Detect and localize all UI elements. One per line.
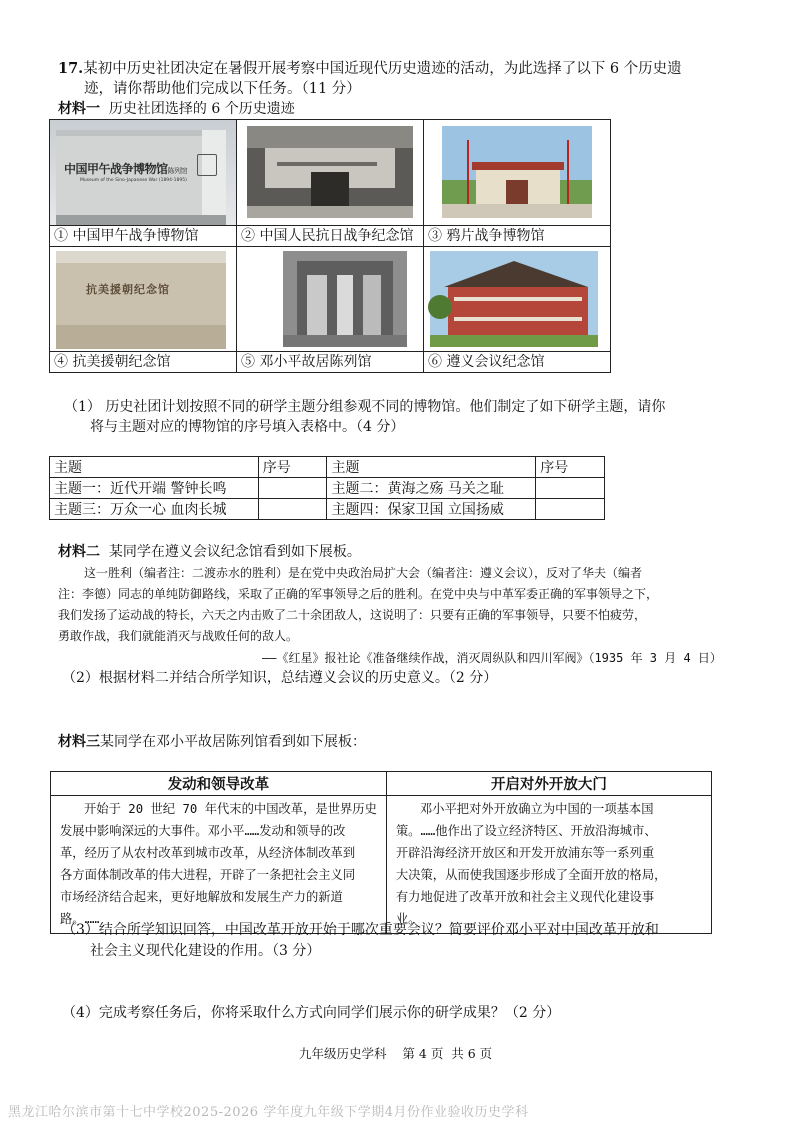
site-caption: ④ 抗美援朝纪念馆 (50, 351, 236, 372)
question-intro-line1 (58, 58, 758, 80)
question-number: 17. (58, 60, 84, 77)
board-right-line: 有力地促进了改革开放和社会主义现代化建设事 (395, 890, 655, 904)
board-left-title: 发动和领导改革 (51, 772, 387, 796)
material2-heading (58, 541, 361, 563)
board-left-line: 发展中影响深远的大事件。邓小平……发动和领导的改 (60, 824, 346, 838)
site-card (424, 120, 611, 247)
material2-quote-line: 注：李德）同志的单纯防御路线，采取了正确的军事领导之后的胜利。在党中央与中革军委正确的军事领导之下， (58, 587, 659, 601)
number-header: 序号 (536, 457, 605, 478)
museum-emblem-icon (197, 154, 217, 176)
theme-header: 主题 (327, 457, 536, 478)
jiawu-sign-text: 中国甲午战争博物馆 (64, 162, 168, 176)
site-photo-yapian (424, 120, 610, 225)
footer-subject: 九年级历史学科 (299, 1046, 387, 1061)
page-footer (299, 1044, 492, 1062)
theme-cell: 主题三：万众一心 血肉长城 (50, 499, 259, 520)
theme-cell: 主题二：黄海之殇 马关之耻 (327, 478, 536, 499)
theme-table (49, 456, 605, 520)
table-row (50, 499, 605, 520)
material2-title: 某同学在遵义会议纪念馆看到如下展板。 (108, 544, 361, 560)
footer-page: 第 4 页 (402, 1046, 444, 1061)
material1-heading (58, 98, 295, 120)
jiawu-sign-sub: 陈列馆 (167, 167, 188, 175)
material2-quote-line: 勇敢作战，我们就能消灭与战败任何的敌人。 (58, 629, 299, 643)
question-intro-text: 某初中历史社团决定在暑假开展考察中国近现代历史遗迹的活动，为此选择了以下 6 个历史遗 (83, 61, 682, 77)
material2-quote-line: 这一胜利（编者注：二渡赤水的胜利）是在党中央政治局扩大会（编者注：遵义会议），反对了华夫（编者 (84, 566, 643, 580)
site-photo-dengxiaoping (237, 247, 423, 351)
answer-cell[interactable] (536, 499, 605, 520)
material2-source: ——《红星》报社论《准备继续作战，消灭周纵队和四川军阀》（1935 年 3 月 4 日） (262, 651, 722, 665)
theme-cell: 主题一：近代开端 警钟长鸣 (50, 478, 259, 499)
answer-cell[interactable] (258, 499, 327, 520)
material1-title: 历史社团选择的 6 个历史遗迹 (108, 101, 295, 117)
board-left-text (52, 797, 385, 932)
board-left-line: 开始于 20 世纪 70 年代末的中国改革，是世界历史 (84, 802, 377, 816)
site-photo-zunyi (424, 247, 610, 351)
material1-label: 材料一 (58, 101, 100, 117)
exhibit-board (50, 771, 712, 934)
part4-text: （4）完成考察任务后，你将采取什么方式向同学们展示你的研学成果？（2 分） (62, 1005, 561, 1021)
footer-total: 共 6 页 (451, 1046, 493, 1061)
question-intro-line2: 迹，请你帮助他们完成以下任务。（11 分） (84, 81, 361, 97)
part3-line1: （3）结合所学知识回答，中国改革开放开始于哪次重要会议？简要评价邓小平对中国改革开放和 (62, 922, 659, 938)
part3-line2: 社会主义现代化建设的作用。（3 分） (90, 943, 321, 959)
board-left-panel (51, 796, 387, 934)
sites-grid (49, 119, 611, 373)
site-photo-jiawu (50, 120, 236, 225)
board-right-line: 大决策，从而使我国逐步形成了全面开放的格局， (395, 868, 667, 882)
site-card (50, 120, 237, 247)
site-card (237, 120, 424, 247)
site-photo-kangri (237, 120, 423, 225)
theme-cell: 主题四：保家卫国 立国扬威 (327, 499, 536, 520)
board-left-line: 路。…… (60, 912, 100, 926)
material3-heading (58, 731, 366, 753)
site-caption: ③ 鸦片战争博物馆 (424, 225, 610, 246)
site-card (424, 247, 611, 373)
site-caption: ② 中国人民抗日战争纪念馆 (237, 225, 423, 246)
board-right-title: 开启对外开放大门 (386, 772, 711, 796)
board-left-line: 革，经历了从农村改革到城市改革，从经济体制改革到 (60, 846, 356, 860)
part2-text: （2）根据材料二并结合所学知识，总结遵义会议的历史意义。（2 分） (62, 670, 498, 686)
site-photo-kangmei (50, 247, 236, 351)
board-right-panel (386, 796, 711, 934)
theme-header: 主题 (50, 457, 259, 478)
board-right-line: 开辟沿海经济开放区和开发开放浦东等一系列重 (395, 846, 655, 860)
site-caption: ⑤ 邓小平故居陈列馆 (237, 351, 423, 372)
kangmei-sign-text: 抗美援朝纪念馆 (86, 283, 170, 296)
site-caption: ⑥ 遵义会议纪念馆 (424, 351, 610, 372)
jiawu-sign-en: Museum of the Sino-Japanese War (1894-1895) (80, 178, 187, 183)
material2-quote-line: 我们发扬了运动战的特长，六天之内击败了二十余团敌人，这说明了：只要有正确的军事领导，只要不怕疲劳， (58, 608, 647, 622)
board-right-text (388, 797, 710, 932)
answer-cell[interactable] (536, 478, 605, 499)
board-right-line: 邓小平把对外开放确立为中国的一项基本国 (419, 802, 654, 816)
material3-title: 某同学在邓小平故居陈列馆看到如下展板： (100, 734, 366, 750)
site-card (237, 247, 424, 373)
board-left-line: 市场经济结合起来，更好地解放和发展生产力的新道 (60, 890, 343, 904)
part1-line1: （1） 历史社团计划按照不同的研学主题分组参观不同的博物馆。他们制定了如下研学主题，请你 (64, 399, 666, 415)
material3-label: 材料三 (58, 734, 100, 750)
number-header: 序号 (258, 457, 327, 478)
site-card (50, 247, 237, 373)
board-right-line: 策。……他作出了设立经济特区、开放沿海城市、 (395, 824, 657, 838)
answer-cell[interactable] (258, 478, 327, 499)
part1-line2: 将与主题对应的博物馆的序号填入表格中。（4 分） (90, 419, 405, 435)
site-caption: ① 中国甲午战争博物馆 (50, 225, 236, 246)
material2-label: 材料二 (58, 544, 100, 560)
watermark-text: 黑龙江哈尔滨市第十七中学校2025-2026 学年度九年级下学期4月份作业验收历史学科 (8, 1105, 529, 1120)
table-row (50, 478, 605, 499)
board-right-line: 业。 (395, 912, 421, 926)
board-left-line: 各方面体制改革的伟大进程，开辟了一条把社会主义同 (60, 868, 356, 882)
